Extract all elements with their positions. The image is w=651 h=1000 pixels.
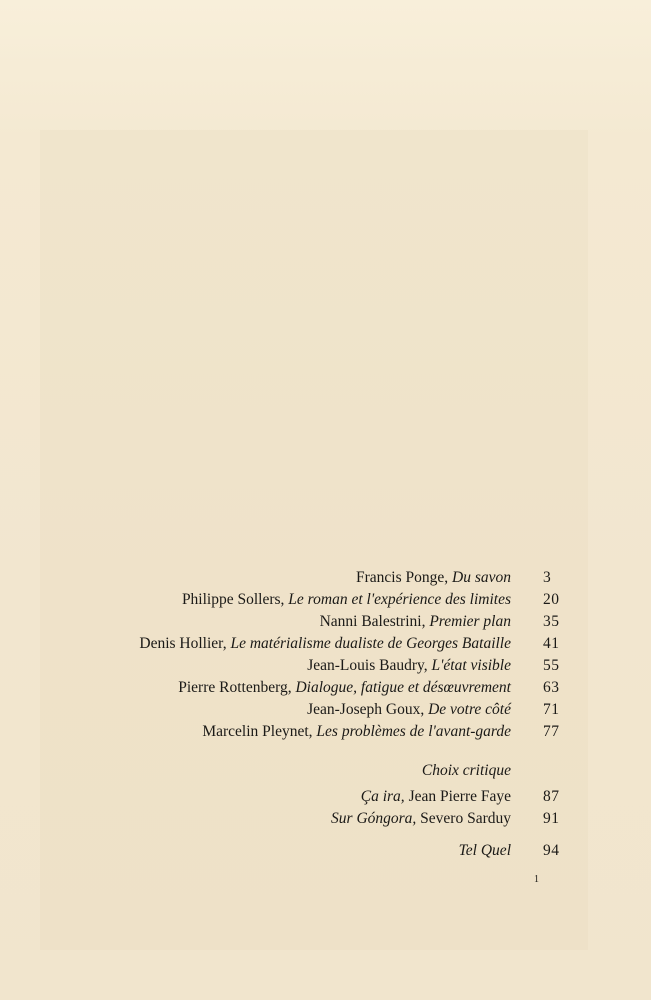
toc-title: Premier plan bbox=[429, 613, 511, 630]
toc-title: Les problèmes de l'avant-garde bbox=[316, 723, 511, 740]
toc-page-number: 87 bbox=[543, 788, 560, 805]
toc-entry bbox=[0, 808, 651, 830]
toc-page-number: 63 bbox=[543, 679, 560, 696]
toc-title: Le roman et l'expérience des limites bbox=[288, 591, 511, 608]
toc-title: Tel Quel bbox=[458, 842, 511, 859]
toc-page-number: 91 bbox=[543, 810, 560, 827]
toc-entry bbox=[0, 655, 651, 677]
toc-author: Denis Hollier, bbox=[139, 635, 227, 652]
toc-title: Ça ira, bbox=[360, 788, 405, 805]
toc-entry bbox=[0, 633, 651, 655]
toc-author: Pierre Rottenberg, bbox=[178, 679, 292, 696]
section-heading: Choix critique bbox=[421, 762, 511, 779]
toc-title: De votre côté bbox=[428, 701, 511, 718]
toc-page-number: 55 bbox=[543, 657, 560, 674]
toc-page-number: 77 bbox=[543, 723, 560, 740]
toc-title: Du savon bbox=[452, 569, 511, 586]
toc-page-number: 41 bbox=[543, 635, 560, 652]
section-heading-row bbox=[0, 760, 651, 782]
toc-author: Severo Sarduy bbox=[420, 810, 511, 827]
toc-page-number: 35 bbox=[543, 613, 560, 630]
toc-author: Jean-Louis Baudry, bbox=[307, 657, 428, 674]
toc-entry bbox=[0, 611, 651, 633]
toc-page-number: 3 bbox=[543, 569, 552, 586]
toc-author: Marcelin Pleynet, bbox=[202, 723, 313, 740]
toc-author: Jean-Joseph Goux, bbox=[307, 701, 425, 718]
toc-author: Philippe Sollers, bbox=[181, 591, 285, 608]
toc-title: L'état visible bbox=[431, 657, 511, 674]
toc-entry bbox=[0, 840, 651, 862]
toc-title: Sur Góngora, bbox=[331, 810, 417, 827]
toc-page-number: 20 bbox=[543, 591, 560, 608]
toc-entry bbox=[0, 786, 651, 808]
toc-entry bbox=[0, 699, 651, 721]
folio-number: 1 bbox=[534, 874, 539, 885]
toc-page-number: 94 bbox=[543, 842, 560, 859]
toc-entry bbox=[0, 567, 651, 589]
toc-entry bbox=[0, 721, 651, 743]
toc-entry bbox=[0, 589, 651, 611]
table-of-contents bbox=[0, 567, 651, 862]
toc-author: Francis Ponge, bbox=[356, 569, 449, 586]
toc-page-number: 71 bbox=[543, 701, 560, 718]
toc-title: Dialogue, fatigue et désœuvrement bbox=[295, 679, 511, 696]
toc-author: Jean Pierre Faye bbox=[408, 788, 511, 805]
toc-title: Le matérialisme dualiste de Georges Bataille bbox=[230, 635, 511, 652]
toc-author: Nanni Balestrini, bbox=[319, 613, 426, 630]
toc-entry bbox=[0, 677, 651, 699]
